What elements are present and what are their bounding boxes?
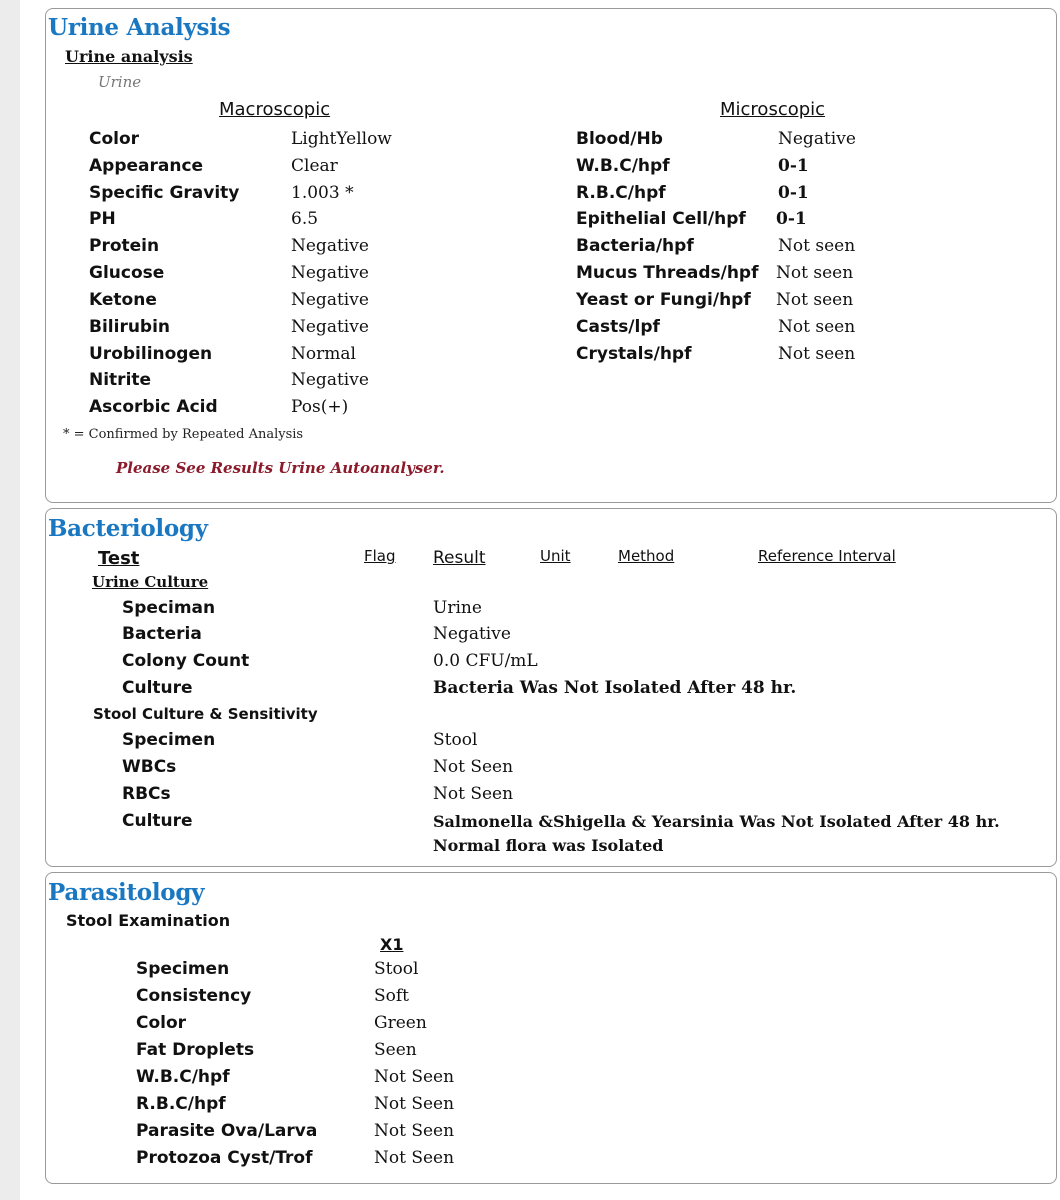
stool-culture-label: Culture (122, 811, 193, 831)
micro-label: Casts/lpf (576, 317, 660, 337)
parasitology-value: Not Seen (374, 1148, 455, 1168)
micro-label: Epithelial Cell/hpf (576, 209, 746, 229)
urine-culture-label: Culture (122, 678, 193, 698)
parasitology-label: W.B.C/hpf (136, 1067, 230, 1087)
micro-value: Not seen (776, 263, 854, 283)
autoanalyser-note: Please See Results Urine Autoanalyser. (116, 459, 445, 477)
parasitology-label: Parasite Ova/Larva (136, 1121, 318, 1141)
macro-value: Negative (291, 236, 369, 256)
micro-value: Not seen (778, 344, 856, 364)
parasitology-value: Not Seen (374, 1067, 455, 1087)
macroscopic-header: Macroscopic (219, 99, 331, 120)
macro-value: Negative (291, 317, 369, 337)
micro-label: Yeast or Fungi/hpf (576, 290, 751, 310)
stool-culture-title: Stool Culture & Sensitivity (93, 705, 318, 723)
macro-value: 6.5 (291, 209, 319, 229)
urine-analysis-panel (45, 8, 1057, 503)
parasitology-label: Color (136, 1013, 187, 1033)
parasitology-title: Parasitology (48, 879, 205, 906)
macro-label: Nitrite (89, 370, 152, 390)
urine-analysis-title: Urine Analysis (48, 14, 231, 41)
macro-value: Clear (291, 156, 338, 176)
micro-value: 0-1 (778, 156, 809, 176)
stool-culture-value: Not Seen (433, 757, 514, 777)
parasitology-value: Green (374, 1013, 427, 1033)
macro-label: Specific Gravity (89, 183, 240, 203)
stool-culture-label: RBCs (122, 784, 171, 804)
urine-footnote: * = Confirmed by Repeated Analysis (63, 427, 304, 442)
micro-label: W.B.C/hpf (576, 156, 670, 176)
bacteriology-title: Bacteriology (48, 515, 208, 542)
column-header-unit: Unit (540, 547, 571, 565)
micro-value: Not seen (778, 317, 856, 337)
macro-label: PH (89, 209, 116, 229)
macro-label: Bilirubin (89, 317, 171, 337)
macro-value: Negative (291, 370, 369, 390)
column-header-method: Method (618, 547, 675, 565)
micro-value: Not seen (778, 236, 856, 256)
parasitology-value: Soft (374, 986, 410, 1006)
micro-value: 0-1 (778, 183, 809, 203)
urine-culture-title: Urine Culture (92, 573, 209, 591)
macro-label: Urobilinogen (89, 344, 213, 364)
macro-label: Ascorbic Acid (89, 397, 218, 417)
stool-culture-value: Not Seen (433, 784, 514, 804)
column-header-reference: Reference Interval (758, 547, 896, 565)
urine-culture-value: Bacteria Was Not Isolated After 48 hr. (433, 678, 797, 698)
macro-value: Pos(+) (291, 397, 349, 417)
micro-value: Not seen (776, 290, 854, 310)
macro-value: 1.003 * (291, 183, 354, 203)
macro-label: Protein (89, 236, 160, 256)
micro-label: Crystals/hpf (576, 344, 692, 364)
column-header-test: Test (98, 548, 140, 569)
urine-specimen-note: Urine (98, 73, 142, 91)
parasitology-label: Fat Droplets (136, 1040, 255, 1060)
stool-culture-label: Specimen (122, 730, 216, 750)
urine-culture-label: Speciman (122, 598, 216, 618)
stool-culture-label: WBCs (122, 757, 177, 777)
column-header-result: Result (433, 548, 486, 568)
urine-culture-value: 0.0 CFU/mL (433, 651, 538, 671)
macro-label: Appearance (89, 156, 204, 176)
parasitology-label: Specimen (136, 959, 230, 979)
micro-label: R.B.C/hpf (576, 183, 666, 203)
macro-value: Negative (291, 263, 369, 283)
bacteriology-panel (45, 508, 1057, 867)
column-header-flag: Flag (364, 547, 396, 565)
parasitology-label: Consistency (136, 986, 252, 1006)
parasitology-value: Stool (374, 959, 419, 979)
micro-label: Bacteria/hpf (576, 236, 694, 256)
microscopic-header: Microscopic (720, 99, 826, 120)
left-gutter (0, 0, 20, 1200)
parasitology-panel (45, 872, 1057, 1184)
urine-culture-value: Urine (433, 598, 482, 618)
parasitology-label: Protozoa Cyst/Trof (136, 1148, 313, 1168)
urine-culture-value: Negative (433, 624, 511, 644)
micro-value: 0-1 (776, 209, 807, 229)
parasitology-value: Seen (374, 1040, 417, 1060)
micro-label: Mucus Threads/hpf (576, 263, 759, 283)
macro-value: LightYellow (291, 129, 392, 149)
column-x1-header: X1 (380, 935, 404, 954)
micro-label: Blood/Hb (576, 129, 663, 149)
macro-value: Negative (291, 290, 369, 310)
micro-value: Negative (778, 129, 856, 149)
urine-analysis-subtitle: Urine analysis (65, 47, 193, 66)
parasitology-label: R.B.C/hpf (136, 1094, 226, 1114)
urine-culture-label: Bacteria (122, 624, 202, 644)
urine-culture-label: Colony Count (122, 651, 250, 671)
macro-value: Normal (291, 344, 356, 364)
parasitology-value: Not Seen (374, 1121, 455, 1141)
stool-examination-title: Stool Examination (66, 911, 231, 930)
macro-label: Glucose (89, 263, 165, 283)
macro-label: Color (89, 129, 140, 149)
stool-culture-value: Salmonella &Shigella & Yearsinia Was Not Isolated After 48 hr. Normal flora was Isolated (433, 812, 1000, 855)
stool-culture-value: Stool (433, 730, 478, 750)
parasitology-value: Not Seen (374, 1094, 455, 1114)
macro-label: Ketone (89, 290, 157, 310)
